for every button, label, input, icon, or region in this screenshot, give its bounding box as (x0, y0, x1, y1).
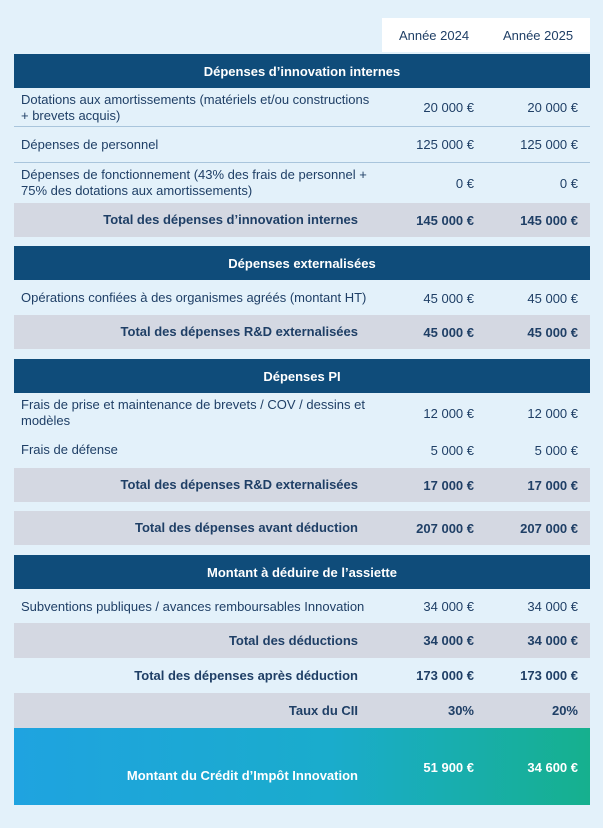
year-2025-header: Année 2025 (502, 28, 574, 43)
row-value-2025: 34 000 € (527, 599, 578, 614)
row-label: Opérations confiées à des organismes agréés (montant HT) (21, 290, 367, 305)
row-value-2024: 5 000 € (430, 442, 474, 458)
row-value-2025: 45 000 € (527, 324, 578, 340)
table-row-operations (14, 281, 590, 315)
total-row-avant-deduction (14, 511, 590, 545)
row-label: Subventions publiques / avances remboursables Innovation (21, 598, 365, 614)
section-header-externalisees: Dépenses externalisées (14, 246, 590, 280)
row-value-2025: 5 000 € (534, 442, 578, 458)
section-header-pi: Dépenses PI (14, 359, 590, 393)
row-label: Frais de prise et maintenance de brevets / COV / dessins et modèles (21, 397, 365, 428)
total-row-deductions (14, 623, 590, 658)
year-header (382, 18, 590, 52)
row-value-2024: 45 000 € (423, 290, 474, 306)
row-label: Total des dépenses après déduction (134, 667, 358, 683)
row-value-2025: 20 000 € (527, 100, 578, 115)
table-row-brevets (14, 394, 590, 432)
row-value-2024: 51 900 € (423, 760, 474, 775)
row-label: Total des dépenses R&D externalisées (120, 477, 358, 492)
row-value-2024: 30% (447, 703, 474, 718)
row-label: Dotations aux amortissements (matériels et/ou constructions + brevets acquis) (21, 91, 370, 123)
section-header-deduire: Montant à déduire de l’assiette (14, 555, 590, 589)
row-value-2024: 45 000 € (423, 324, 474, 340)
row-value-2024: 145 000 € (416, 212, 474, 228)
row-value-2025: 34 600 € (527, 760, 578, 775)
final-row-montant-cii (14, 728, 590, 805)
total-row-apres-deduction (14, 658, 590, 693)
row-value-2024: 34 000 € (423, 633, 474, 648)
row-value-2025: 145 000 € (520, 212, 578, 228)
row-value-2024: 0 € (455, 175, 474, 191)
year-2024-header: Année 2024 (398, 28, 470, 43)
row-value-2025: 17 000 € (527, 477, 578, 493)
total-row-pi (14, 468, 590, 502)
row-label: Dépenses de fonctionnement (43% des frais de personnel + 75% des dotations aux amortissements) (21, 167, 367, 198)
row-value-2024: 20 000 € (423, 100, 474, 115)
row-label: Frais de défense (21, 442, 118, 457)
total-row-internes (14, 203, 590, 237)
row-label: Total des dépenses avant déduction (135, 520, 358, 535)
row-value-2025: 12 000 € (527, 405, 578, 421)
row-label: Taux du CII (288, 702, 358, 718)
table-row-amortissements (14, 89, 590, 127)
row-label: Total des dépenses d’innovation internes (103, 212, 358, 227)
row-value-2024: 125 000 € (416, 137, 474, 152)
total-row-externalisees (14, 315, 590, 349)
row-label: Total des déductions (228, 632, 358, 648)
row-value-2024: 17 000 € (423, 477, 474, 493)
row-value-2025: 34 000 € (527, 633, 578, 648)
row-value-2024: 12 000 € (423, 405, 474, 421)
row-value-2025: 0 € (559, 175, 578, 191)
row-value-2025: 45 000 € (527, 290, 578, 306)
row-label: Total des dépenses R&D externalisées (120, 324, 358, 339)
section-header-internes: Dépenses d’innovation internes (14, 54, 590, 88)
table-row-subventions (14, 590, 590, 623)
table-row-fonctionnement (14, 163, 590, 203)
row-label: Dépenses de personnel (21, 136, 159, 152)
row-label: Montant du Crédit d’Impôt Innovation (126, 768, 358, 783)
row-value-2025: 125 000 € (520, 137, 578, 152)
table-row-personnel (14, 127, 590, 163)
total-row-taux (14, 693, 590, 728)
row-value-2024: 173 000 € (416, 668, 474, 683)
row-value-2025: 20% (551, 703, 578, 718)
row-value-2024: 34 000 € (423, 599, 474, 614)
row-value-2025: 173 000 € (520, 668, 578, 683)
row-value-2024: 207 000 € (416, 520, 474, 536)
table-row-defense (14, 432, 590, 468)
row-value-2025: 207 000 € (520, 520, 578, 536)
